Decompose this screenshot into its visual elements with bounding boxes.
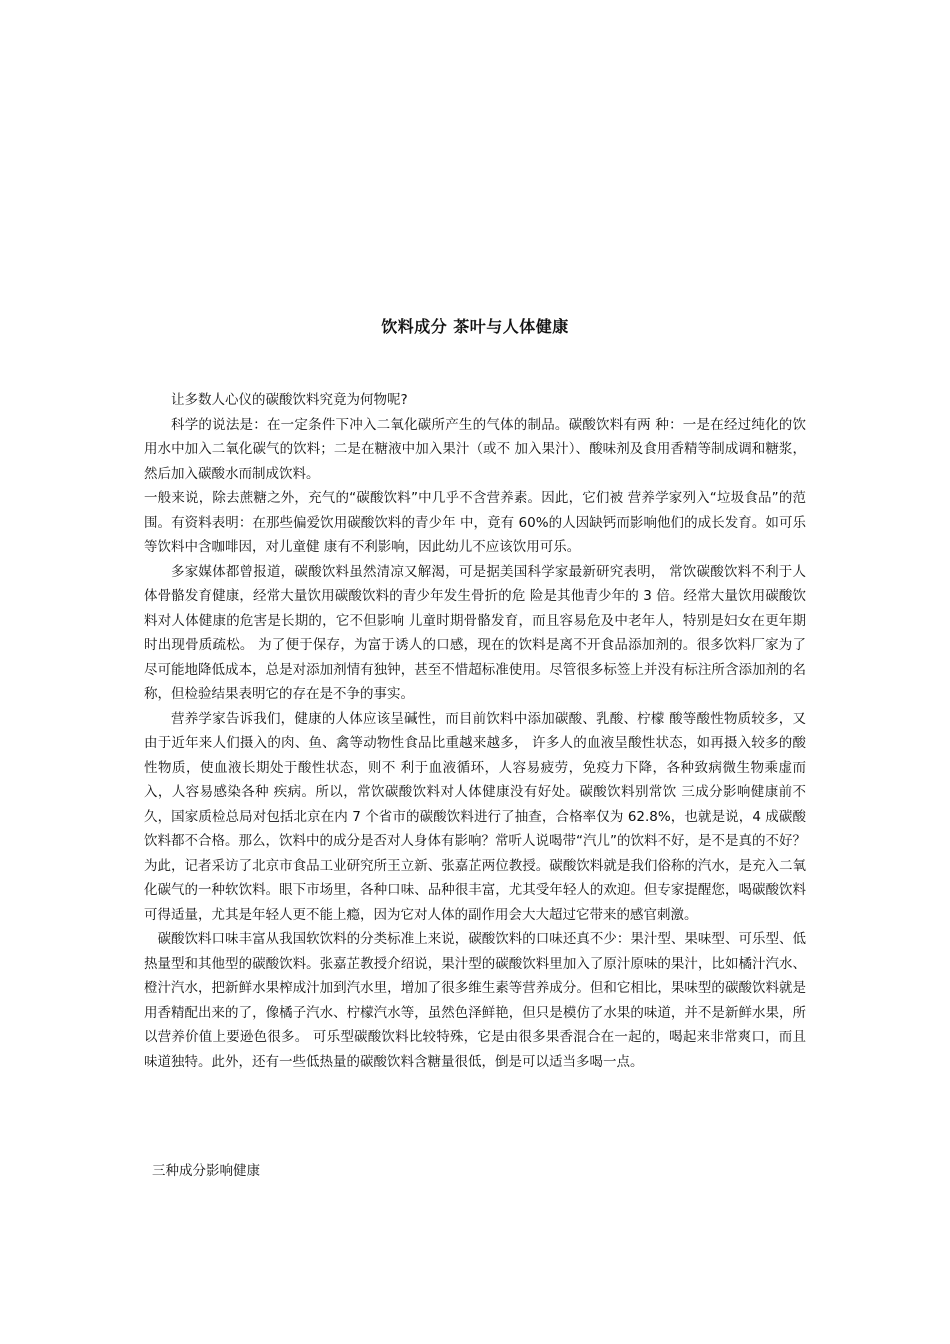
paragraph: 营养学家告诉我们，健康的人体应该呈碱性，而目前饮料中添加碳酸、乳酸、柠檬 酸等酸性物质较多，又由于近年来人们摄入的肉、鱼、禽等动物性食品比重越来越多， 许多人的血液呈酸性状态，如再摄入较多的酸性物质，使血液长期处于酸性状态，则不 利于血液循环，人容易疲劳，免疫力下降，各种致病微生物乘虚而入，人容易感染各种 疾病。所以，常饮碳酸饮料对人体健康没有好处。碳酸饮料别常饮 三成分影响健康前不久，国家质检总局对包括北京在内 7 个省市的碳酸饮料进行了抽查，合格率仅为 62.8%，也就是说，4 成碳酸饮料都不合格。那么，饮料中的成分是否对人身体有影响？常听人说喝带“汽儿”的饮料不好，是不是真的不好？为此，记者采访了北京市食品工业研究所王立新、张嘉芷两位教授。碳酸饮料就是我们俗称的汽水，是充入二氧化碳气的一种软饮料。眼下市场里，各种口味、品种很丰富，尤其受年轻人的欢迎。但专家提醒您，喝碳酸饮料可得适量，尤其是年轻人更不能上瘾，因为它对人体的副作用会大大超过它带来的感官刺激。 xyxy=(144,710,806,923)
paragraph: 让多数人心仪的碳酸饮料究竟为何物呢? xyxy=(171,392,408,408)
paragraph: 一般来说，除去蔗糖之外，充气的“碳酸饮料”中几乎不含营养素。因此，它们被 营养学家列入“垃圾食品”的范围。有资料表明：在那些偏爱饮用碳酸饮料的青少年 中，竟有 60%的人因缺钙而影响他们的成长发育。如可乐等饮料中含咖啡因，对儿童健 康有不利影响，因此幼儿不应该饮用可乐。 xyxy=(144,490,806,555)
paragraph: 多家媒体都曾报道，碳酸饮料虽然清凉又解渴，可是据美国科学家最新研究表明， 常饮碳酸饮料不利于人体骨骼发育健康，经常大量饮用碳酸饮料的青少年发生骨折的危 险是其他青少年的 3 倍。经常大量饮用碳酸饮料对人体健康的危害是长期的，它不但影响 儿童时期骨骼发育，而且容易危及中老年人，特别是妇女在更年期时出现骨质疏松。 为了便于保存，为富于诱人的口感，现在的饮料是离不开食品添加剂的。很多饮料厂家为了尽可能地降低成本，总是对添加剂情有独钟，甚至不惜超标准使用。尽管很多标签上并没有标注所含添加剂的名称，但检验结果表明它的存在是不争的事实。 xyxy=(144,563,806,702)
document-title: 饮料成分 茶叶与人体健康 xyxy=(381,317,569,336)
section-heading: 三种成分影响健康 xyxy=(152,1163,260,1179)
document-body xyxy=(144,388,806,1074)
paragraph: 碳酸饮料口味丰富从我国软饮料的分类标准上来说，碳酸饮料的口味还真不少：果汁型、果味型、可乐型、低热量型和其他型的碳酸饮料。张嘉芷教授介绍说，果汁型的碳酸饮料里加入了原汁原味的果汁，比如橘汁汽水、橙汁汽水，把新鲜水果榨成汁加到汽水里，增加了很多维生素等营养成分。但和它相比，果味型的碳酸饮料就是用香精配出来的了，像橘子汽水、柠檬汽水等，虽然色泽鲜艳，但只是模仿了水果的味道，并不是新鲜水果，所以营养价值上要逊色很多。 可乐型碳酸饮料比较特殊，它是由很多果香混合在一起的，喝起来非常爽口，而且味道独特。此外，还有一些低热量的碳酸饮料含糖量很低，倒是可以适当多喝一点。 xyxy=(144,931,806,1070)
paragraph: 科学的说法是：在一定条件下冲入二氧化碳所产生的气体的制品。碳酸饮料有两 种：一是在经过纯化的饮用水中加入二氧化碳气的饮料；二是在糖液中加入果汁（或不 加入果汁）、酸味剂及食用香精等制成调和糖浆，然后加入碳酸水而制成饮料。 xyxy=(144,416,806,482)
